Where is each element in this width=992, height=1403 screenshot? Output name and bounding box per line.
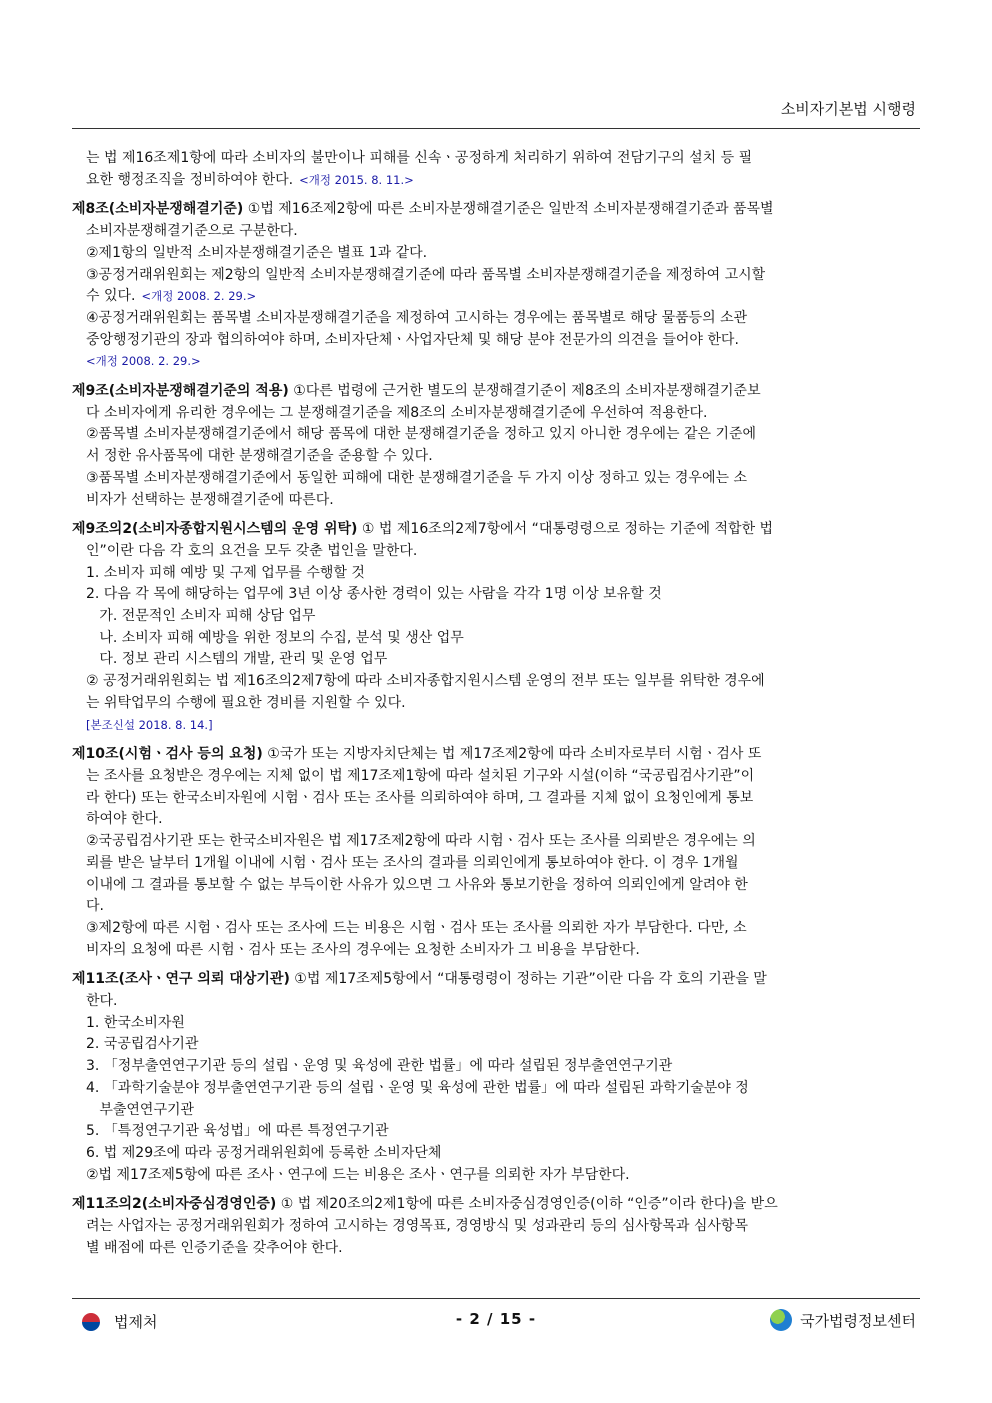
text-line (72, 446, 922, 468)
text-line (72, 875, 922, 897)
text-line (72, 606, 922, 628)
line-text: ②법 제17조제5항에 따른 조사ㆍ연구에 드는 비용은 조사ㆍ연구를 의뢰한 자가 부담한다. (86, 1166, 630, 1183)
article-heading-line (72, 199, 922, 221)
amendment-note: <개정 2008. 2. 29.> (86, 354, 201, 369)
line-text: ①다른 법령에 근거한 별도의 분쟁해결기준이 제8조의 소비자분쟁해결기준보 (288, 383, 761, 400)
text-line (72, 490, 922, 512)
text-line (72, 468, 922, 490)
amendment-note: <개정 2008. 2. 29.> (141, 289, 257, 304)
article-title: 제10조(시험ㆍ검사 등의 요청) (72, 746, 263, 763)
page-number: - 2 / 15 - (455, 1310, 537, 1328)
line-text: 부출연연구기관 (86, 1101, 195, 1118)
publisher-label: 법제처 (114, 1313, 158, 1331)
text-line (72, 628, 922, 650)
page-header (72, 96, 920, 129)
line-text: ④공정거래위원회는 품목별 소비자분쟁해결기준을 제정하여 고시하는 경우에는 품목별로 해당 물품등의 소관 (86, 309, 748, 326)
text-line (72, 148, 922, 170)
line-text: 1. 소비자 피해 예방 및 구제 업무를 수행할 것 (86, 564, 365, 581)
article-title: 제11조의2(소비자중심경영인증) (72, 1196, 277, 1213)
text-line (72, 1143, 922, 1165)
text-line (72, 330, 922, 352)
text-line (72, 170, 922, 192)
line-text: 5. 「특정연구기관 육성법」에 따른 특정연구기관 (86, 1123, 389, 1140)
amendment-note: <개정 2015. 8. 11.> (299, 172, 414, 187)
text-line (72, 286, 922, 308)
globe-logo-icon (770, 1309, 792, 1331)
amendment-note: [본조신설 2018. 8. 14.] (86, 717, 213, 732)
line-text: 소비자분쟁해결기준으로 구분한다. (86, 223, 298, 240)
text-line (72, 1078, 922, 1100)
article-title: 제11조(조사ㆍ연구 의뢰 대상기관) (72, 971, 290, 988)
text-line (72, 853, 922, 875)
text-line (72, 715, 922, 737)
line-text: 뢰를 받은 날부터 1개월 이내에 시험ㆍ검사 또는 조사의 결과를 의뢰인에게 통보하여야 한다. 이 경우 1개월 (86, 854, 739, 871)
line-text: ②제1항의 일반적 소비자분쟁해결기준은 별표 1과 같다. (86, 244, 428, 261)
line-text: 는 위탁업무의 수행에 필요한 경비를 지원할 수 있다. (86, 694, 406, 711)
text-line (72, 1100, 922, 1122)
text-line (72, 940, 922, 962)
article-title: 제9조의2(소비자종합지원시스템의 운영 위탁) (72, 521, 358, 538)
line-text: ①법 제17조제5항에서 “대통령령이 정하는 기관”이란 다음 각 호의 기관을 말 (289, 971, 767, 988)
text-line (72, 351, 922, 373)
line-text: 가. 전문적인 소비자 피해 상담 업무 (86, 608, 316, 625)
text-line (72, 766, 922, 788)
article-title: 제9조(소비자분쟁해결기준의 적용) (72, 383, 289, 400)
page-footer (72, 1298, 920, 1339)
line-text: ③공정거래위원회는 제2항의 일반적 소비자분쟁해결기준에 따라 품목별 소비자분쟁해결기준을 제정하여 고시할 (86, 266, 766, 283)
document-title: 소비자기본법 시행령 (780, 100, 916, 118)
line-text: 는 조사를 요청받은 경우에는 지체 없이 법 제17조제1항에 따라 설치된 기구와 시설(이하 “국공립검사기관”이 (86, 767, 755, 784)
line-text: 2. 국공립검사기관 (86, 1036, 199, 1053)
line-text: 인”이란 다음 각 호의 요건을 모두 갖춘 법인을 말한다. (86, 542, 418, 559)
text-line (72, 671, 922, 693)
line-text: 2. 다음 각 목에 해당하는 업무에 3년 이상 종사한 경력이 있는 사람을 각각 1명 이상 보유할 것 (86, 586, 662, 603)
text-line (72, 308, 922, 330)
article-heading-line (72, 381, 922, 403)
text-line (72, 1216, 922, 1238)
text-line (72, 1034, 922, 1056)
line-text: 별 배점에 따른 인증기준을 갖추어야 한다. (86, 1239, 343, 1256)
article-heading-line (72, 519, 922, 541)
line-text: ②품목별 소비자분쟁해결기준에서 해당 품목에 대한 분쟁해결기준을 정하고 있지 아니한 경우에는 같은 기준에 (86, 426, 757, 443)
text-line (72, 1165, 922, 1187)
line-text: 중앙행정기관의 장과 협의하여야 하며, 소비자단체ㆍ사업자단체 및 해당 분야 전문가의 의견을 들어야 한다. (86, 331, 739, 348)
text-line (72, 403, 922, 425)
text-line (72, 1056, 922, 1078)
text-line (72, 788, 922, 810)
line-text: 려는 사업자는 공정거래위원회가 정하여 고시하는 경영목표, 경영방식 및 성과관리 등의 심사항목과 심사항목 (86, 1218, 748, 1235)
line-text: 4. 「과학기술분야 정부출연연구기관 등의 설립ㆍ운영 및 육성에 관한 법률」에 따라 설립된 과학기술분야 정 (86, 1079, 749, 1096)
text-line (72, 424, 922, 446)
text-line (72, 221, 922, 243)
text-line (72, 693, 922, 715)
source-label: 국가법령정보센터 (800, 1311, 916, 1330)
line-text: 이내에 그 결과를 통보할 수 없는 부득이한 사유가 있으면 그 사유와 통보기한을 정하여 의뢰인에게 알려야 한 (86, 876, 748, 893)
text-line (72, 918, 922, 940)
line-text: 비자의 요청에 따른 시험ㆍ검사 또는 조사의 경우에는 요청한 소비자가 그 비용을 부담한다. (86, 941, 640, 958)
text-line (72, 1013, 922, 1035)
article-heading-line (72, 744, 922, 766)
line-text: 다. (86, 898, 104, 915)
article-heading-line (72, 1194, 922, 1216)
line-text: ③품목별 소비자분쟁해결기준에서 동일한 피해에 대한 분쟁해결기준을 두 가지 이상 정하고 있는 경우에는 소 (86, 469, 748, 486)
line-text: 수 있다. (86, 288, 136, 305)
text-line (72, 831, 922, 853)
line-text: 다 소비자에게 유리한 경우에는 그 분쟁해결기준을 제8조의 소비자분쟁해결기준에 우선하여 적용한다. (86, 404, 708, 421)
text-line (72, 649, 922, 671)
line-text: 3. 「정부출연연구기관 등의 설립ㆍ운영 및 육성에 관한 법률」에 따라 설립된 정부출연연구기관 (86, 1058, 673, 1075)
line-text: 한다. (86, 993, 118, 1010)
line-text: 라 한다) 또는 한국소비자원에 시험ㆍ검사 또는 조사를 의뢰하여야 하며, 그 결과를 지체 없이 요청인에게 통보 (86, 789, 754, 806)
line-text: 비자가 선택하는 분쟁해결기준에 따른다. (86, 491, 334, 508)
line-text: 는 법 제16조제1항에 따라 소비자의 불만이나 피해를 신속ㆍ공정하게 처리하기 위하여 전담기구의 설치 등 필 (86, 150, 753, 166)
line-text: 서 정한 유사품목에 대한 분쟁해결기준을 준용할 수 있다. (86, 448, 433, 465)
line-text: 하여야 한다. (86, 811, 163, 828)
line-text: ②국공립검사기관 또는 한국소비자원은 법 제17조제2항에 따라 시험ㆍ검사 또는 조사를 의뢰받은 경우에는 의 (86, 833, 756, 850)
line-text: 요한 행정조직을 정비하여야 한다. (86, 171, 294, 188)
text-line (72, 991, 922, 1013)
text-line (72, 896, 922, 918)
line-text: 1. 한국소비자원 (86, 1014, 185, 1031)
text-line (72, 584, 922, 606)
document-body (72, 148, 922, 1259)
text-line (72, 265, 922, 287)
line-text: 나. 소비자 피해 예방을 위한 정보의 수집, 분석 및 생산 업무 (86, 629, 464, 646)
line-text: ① 법 제20조의2제1항에 따른 소비자중심경영인증(이하 “인증”이라 한다)을 받으 (276, 1196, 778, 1213)
text-line (72, 1238, 922, 1260)
text-line (72, 541, 922, 563)
article-heading-line (72, 969, 922, 991)
text-line (72, 1121, 922, 1143)
text-line (72, 243, 922, 265)
line-text: 다. 정보 관리 시스템의 개발, 관리 및 운영 업무 (86, 651, 388, 668)
footer-source (770, 1309, 916, 1331)
text-line (72, 563, 922, 585)
line-text: ①법 제16조제2항에 따른 소비자분쟁해결기준은 일반적 소비자분쟁해결기준과 품목별 (243, 201, 774, 218)
line-text: 6. 법 제29조에 따라 공정거래위원회에 등록한 소비자단체 (86, 1144, 442, 1161)
line-text: ① 법 제16조의2제7항에서 “대통령령으로 정하는 기준에 적합한 법 (357, 521, 774, 538)
line-text: ② 공정거래위원회는 법 제16조의2제7항에 따라 소비자종합지원시스템 운영의 전부 또는 일부를 위탁한 경우에 (86, 673, 765, 690)
text-line (72, 809, 922, 831)
article-title: 제8조(소비자분쟁해결기준) (72, 201, 244, 218)
line-text: ③제2항에 따른 시험ㆍ검사 또는 조사에 드는 비용은 시험ㆍ검사 또는 조사를 의뢰한 자가 부담한다. 다만, 소 (86, 919, 747, 936)
line-text: ①국가 또는 지방자치단체는 법 제17조제2항에 따라 소비자로부터 시험ㆍ검사 또 (262, 746, 762, 763)
